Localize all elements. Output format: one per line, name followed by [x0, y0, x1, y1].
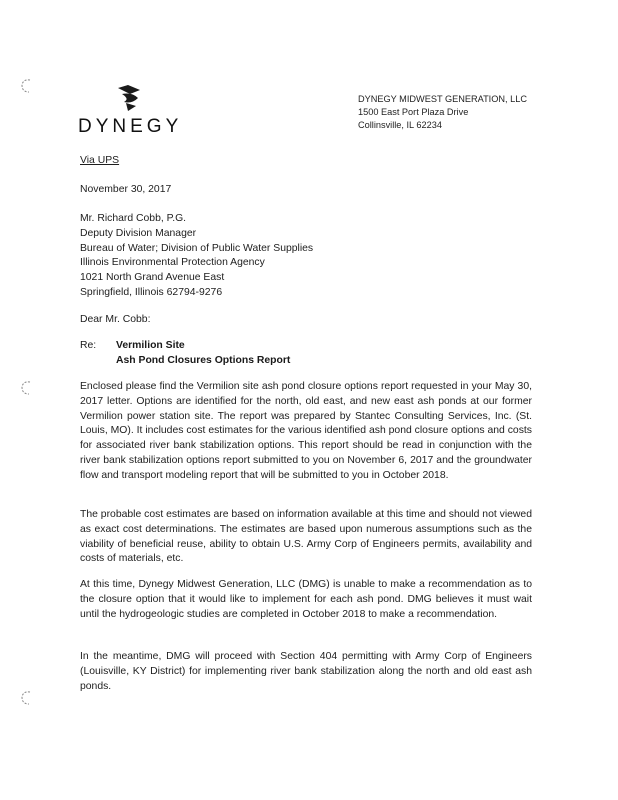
recipient-line: 1021 North Grand Avenue East [80, 272, 225, 284]
recipient-line: Bureau of Water; Division of Public Water Supplies [80, 242, 314, 254]
body-paragraph: In the meantime, DMG will proceed with Section 404 permitting with Army Corp of Engineers (Louisville, KY District) for implementing river bank stabilization along the north and old east ash ponds. [80, 651, 532, 692]
punch-hole-icon [20, 78, 34, 94]
recipient-line: Mr. Richard Cobb, P.G. [80, 213, 187, 224]
salutation: Dear Mr. Cobb: [80, 314, 151, 325]
company-address-line: 1500 East Port Plaza Drive [358, 107, 469, 117]
body-paragraph: The probable cost estimates are based on information available at this time and should not viewed as exact cost determinations. The estimates are based upon numerous assumptions such as the viability of beneficial reuse, ability to obtain U.S. Army Corp of Engineers permits, availability and costs of materials, etc. [80, 509, 532, 565]
re-label: Re: [80, 340, 97, 351]
company-name: DYNEGY MIDWEST GENERATION, LLC [358, 94, 527, 104]
logo-wordmark: DYNEGY [78, 116, 183, 137]
body-paragraph: At this time, Dynegy Midwest Generation, LLC (DMG) is unable to make a recommendation as to the closure option that it would like to implement for each ash pond. DMG believes it must wait until the hydrogeologic studies are completed in October 2018 to make a recommendation. [80, 579, 532, 620]
recipient-line: Springfield, Illinois 62794-9276 [80, 286, 223, 298]
delivery-method: Via UPS [80, 155, 120, 166]
recipient-address [80, 212, 313, 301]
subject-subtitle: Ash Pond Closures Options Report [116, 354, 291, 366]
subject-title: Vermilion Site [116, 340, 185, 351]
body-paragraph: Enclosed please find the Vermilion site ash pond closure options report requested in your May 30, 2017 letter. Options are identified for the north, old east, and new east ash ponds at our former Vermilion power station site. The report was prepared by Stantec Consulting Services, Inc. (St. Louis, MO). It includes cost estimates for the various identified ash pond closure options and costs for associated river bank stabilization options. This report should be read in conjunction with the river bank stabilization options report submitted to you on November 6, 2017 and the groundwater flow and transport modeling report that will be submitted to you in October 2018. [80, 381, 532, 481]
sender-address [358, 93, 527, 132]
letter-date: November 30, 2017 [80, 184, 172, 195]
company-city-line: Collinsville, IL 62234 [358, 120, 442, 130]
punch-hole-icon [20, 380, 34, 396]
recipient-line: Deputy Division Manager [80, 227, 197, 239]
recipient-line: Illinois Environmental Protection Agency [80, 257, 265, 269]
dynegy-logo-mark-icon [114, 82, 144, 114]
punch-hole-icon [20, 690, 34, 706]
